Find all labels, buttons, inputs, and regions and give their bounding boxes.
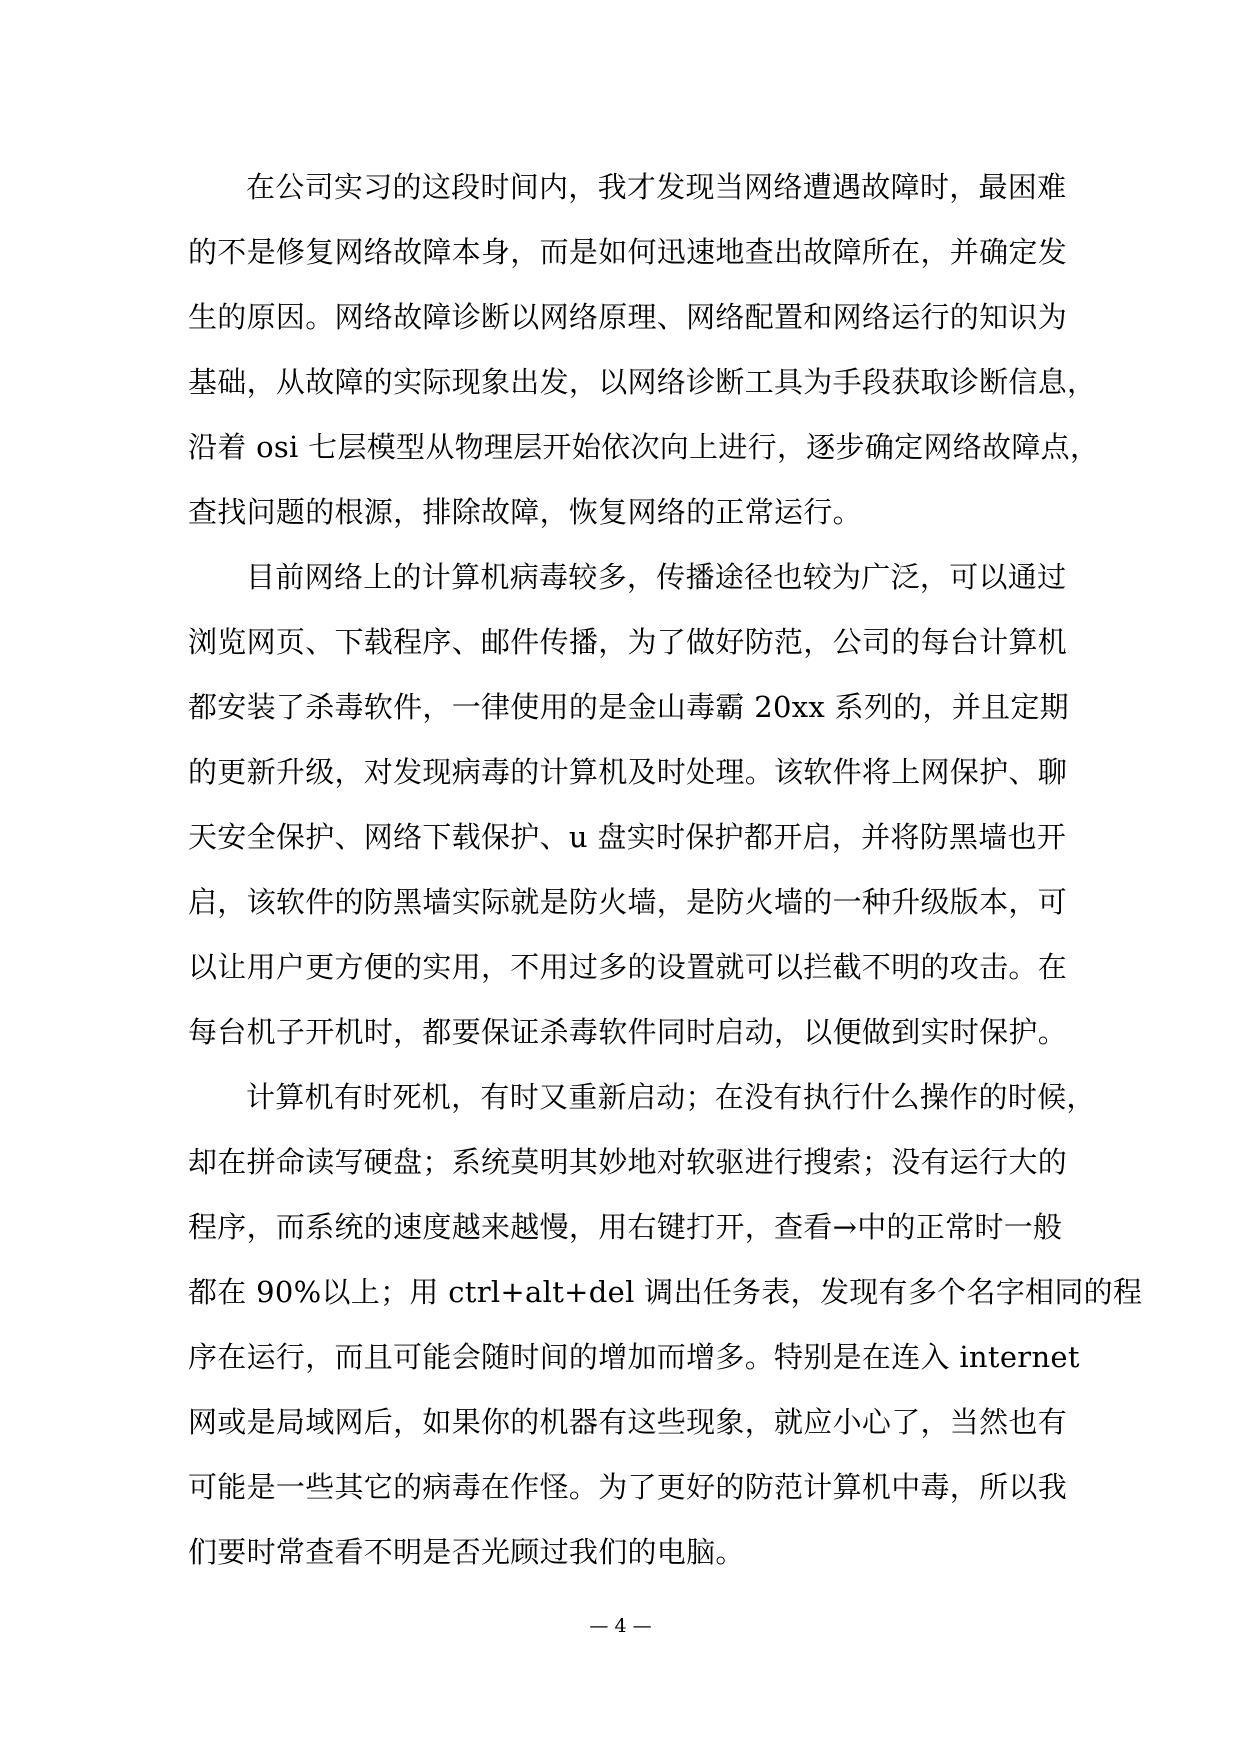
paragraph-virus-symptoms xyxy=(188,1065,1143,1585)
text-line: 查找问题的根源，排除故障，恢复网络的正常运行。 xyxy=(188,495,862,529)
text-line: 的更新升级，对发现病毒的计算机及时处理。该软件将上网保护、聊 xyxy=(188,755,1068,789)
text-line: 以让用户更方便的实用，不用过多的设置就可以拦截不明的攻击。在 xyxy=(188,950,1068,984)
text-line: 网或是局域网后，如果你的机器有这些现象，就应小心了，当然也有 xyxy=(188,1405,1068,1439)
paragraph-network-diagnosis xyxy=(188,155,1100,545)
text-line: 计算机有时死机，有时又重新启动；在没有执行什么操作的时候， xyxy=(246,1080,1096,1114)
text-line: 启，该软件的防黑墙实际就是防火墙，是防火墙的一种升级版本，可 xyxy=(188,885,1068,919)
page-number: — 4 — xyxy=(589,1615,652,1637)
text-line: 基础，从故障的实际现象出发，以网络诊断工具为手段获取诊断信息， xyxy=(188,365,1097,399)
text-line: 在公司实习的这段时间内，我才发现当网络遭遇故障时，最困难 xyxy=(246,170,1067,204)
text-line: 每台机子开机时，都要保证杀毒软件同时启动，以便做到实时保护。 xyxy=(188,1015,1068,1049)
text-line: 沿着 osi 七层模型从物理层开始依次向上进行，逐步确定网络故障点， xyxy=(188,430,1100,464)
text-line: 们要时常查看不明是否光顾过我们的电脑。 xyxy=(188,1535,745,1569)
text-line: 目前网络上的计算机病毒较多，传播途径也较为广泛，可以通过 xyxy=(246,560,1067,594)
text-line: 程序，而系统的速度越来越慢，用右键打开，查看→中的正常时一般 xyxy=(188,1210,1063,1244)
paragraph-antivirus xyxy=(188,545,1069,1065)
text-line: 都在 90%以上；用 ctrl+alt+del 调出任务表，发现有多个名字相同的程 xyxy=(188,1275,1143,1309)
text-line: 序在运行，而且可能会随时间的增加而增多。特别是在连入 internet xyxy=(188,1340,1080,1374)
text-line: 却在拼命读写硬盘；系统莫明其妙地对软驱进行搜索；没有运行大的 xyxy=(188,1145,1068,1179)
text-line: 生的原因。网络故障诊断以网络原理、网络配置和网络运行的知识为 xyxy=(188,300,1068,334)
text-line: 都安装了杀毒软件，一律使用的是金山毒霸 20xx 系列的，并且定期 xyxy=(188,690,1069,724)
text-line: 浏览网页、下载程序、邮件传播，为了做好防范，公司的每台计算机 xyxy=(188,625,1068,659)
text-line: 天安全保护、网络下载保护、u 盘实时保护都开启，并将防黑墙也开 xyxy=(188,820,1067,854)
text-line: 的不是修复网络故障本身，而是如何迅速地查出故障所在，并确定发 xyxy=(188,235,1068,269)
document-body xyxy=(188,155,1143,1585)
text-line: 可能是一些其它的病毒在作怪。为了更好的防范计算机中毒，所以我 xyxy=(188,1470,1068,1504)
